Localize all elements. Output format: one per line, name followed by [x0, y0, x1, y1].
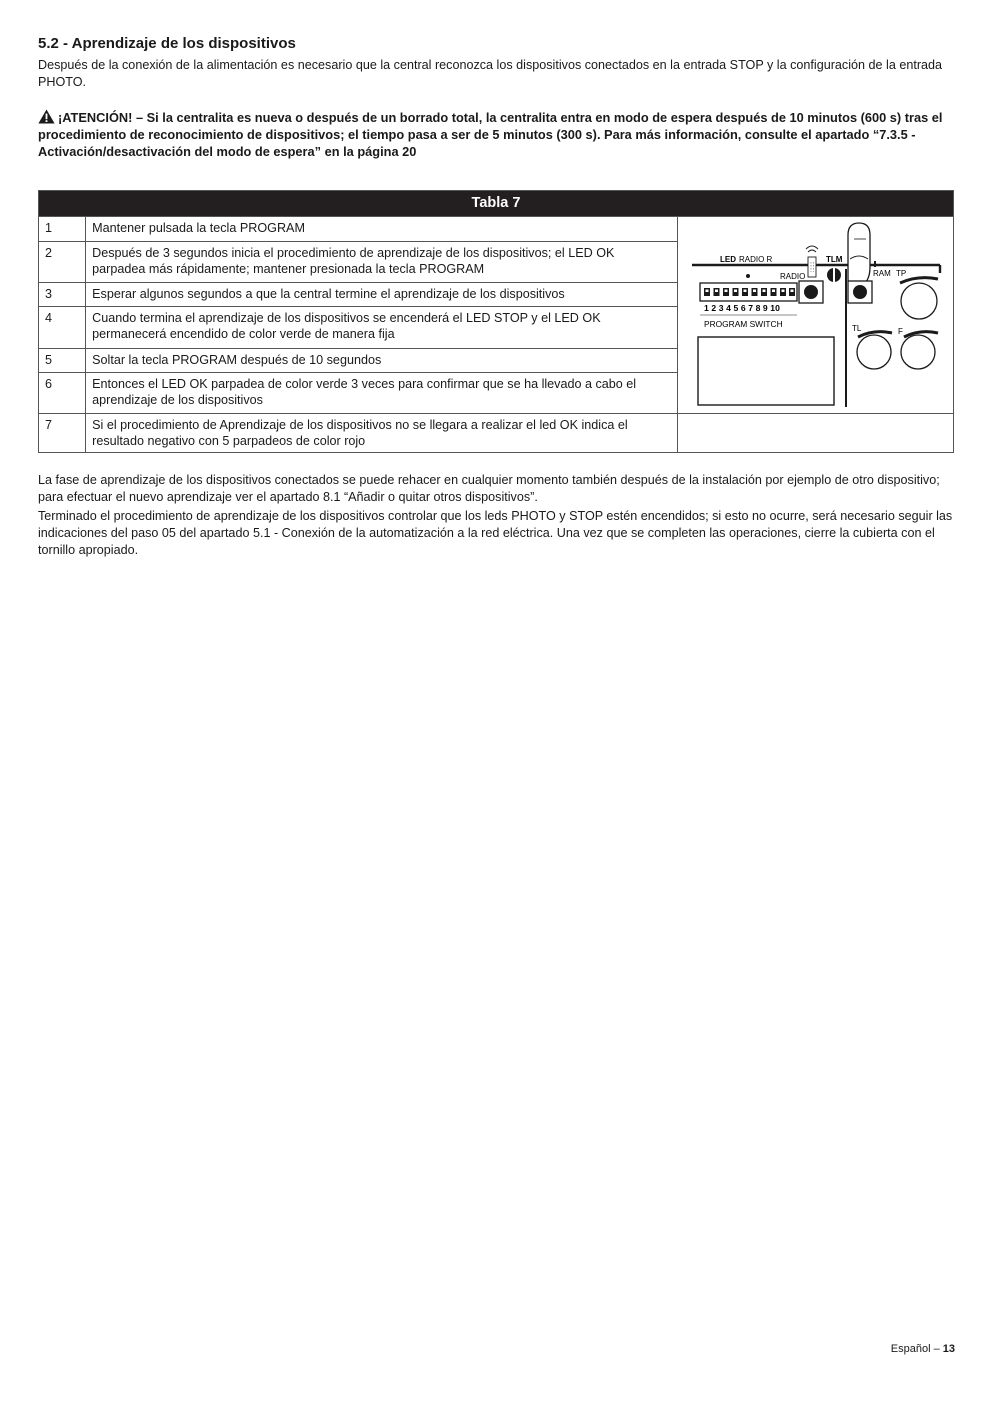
row-text: Esperar algunos segundos a que la central termine el aprendizaje de los dispositivos: [86, 283, 678, 307]
page-content: [38, 34, 956, 559]
table-7: [38, 190, 954, 453]
footer-language: Español –: [890, 1343, 943, 1355]
row-number: 6: [39, 372, 86, 413]
empty-cell: [678, 414, 954, 453]
tl-trimmer: [857, 335, 891, 369]
section-title: 5.2 - Aprendizaje de los dispositivos: [38, 35, 296, 52]
f-label: F: [898, 327, 903, 336]
display-window: [698, 337, 834, 405]
program-switch-label: PROGRAM SWITCH: [704, 319, 783, 329]
row-text: Después de 3 segundos inicia el procedimiento de aprendizaje de los dispositivos; el LED OK parpadea más rápidamente; mantener presionada la tecla PROGRAM: [86, 242, 678, 283]
radio-wifi-icon: [806, 246, 818, 252]
ram-label: RAM: [873, 269, 891, 278]
closing-paragraphs: [38, 472, 956, 559]
radio-connector: [808, 257, 816, 277]
warning-text: ¡ATENCIÓN! – Si la centralita es nueva o después de un borrado total, la centralita entra en modo de espera después de 10 minutos (600 s) tras el procedimiento de reconocimiento de dispositivos; el tiempo pasa a ser de 5 minutos (300 s). Para más información, consulte el apartado “7.3.5 - Activación/desactivación del modo de espera” en la página 20: [38, 110, 943, 159]
row-text: Soltar la tecla PROGRAM después de 10 segundos: [86, 348, 678, 372]
row-number: 2: [39, 242, 86, 283]
tp-indicator: [900, 278, 938, 283]
radio-r-label: RADIO R: [739, 255, 773, 264]
table-row: [39, 414, 954, 453]
control-board-figure: [678, 217, 954, 414]
table-row: [39, 217, 954, 242]
control-board-diagram: [678, 217, 952, 413]
dip-switch-numbers: 1 2 3 4 5 6 7 8 9 10: [704, 303, 781, 313]
row-text: Cuando termina el aprendizaje de los dispositivos se encenderá el LED STOP y el LED OK permanecerá encendido de color verde de manera fija: [86, 307, 678, 348]
paragraph: La fase de aprendizaje de los dispositivos conectados se puede rehacer en cualquier momento también después de la instalación por ejemplo de otro dispositivo; para efectuar el nuevo aprendizaje ver el apartado 8.1 “Añadir o quitar otros dispositivos”.: [38, 473, 940, 504]
led-indicator: [746, 274, 750, 278]
tlm-label: TLM: [826, 255, 843, 264]
page-number: 13: [942, 1343, 955, 1355]
tlm-connector-icon: [827, 267, 841, 283]
row-number: 3: [39, 283, 86, 307]
warning-triangle-icon: [38, 109, 55, 124]
warning-note: [38, 109, 956, 160]
row-number: 1: [39, 217, 86, 242]
finger-icon: [848, 223, 870, 287]
row-number: 4: [39, 307, 86, 348]
row-text: Si el procedimiento de Aprendizaje de los dispositivos no se llegara a realizar el led OK indica el resultado negativo con 5 parpadeos de color rojo: [86, 414, 678, 453]
row-number: 7: [39, 414, 86, 453]
led-label: LED: [720, 255, 737, 264]
tl-label: TL: [852, 324, 862, 333]
table-title: Tabla 7: [39, 191, 954, 217]
tp-trimmer: [901, 283, 937, 319]
row-text: Mantener pulsada la tecla PROGRAM: [86, 217, 678, 242]
row-text: Entonces el LED OK parpadea de color verde 3 veces para confirmar que se ha llevado a cabo el aprendizaje de los dispositivos: [86, 372, 678, 413]
f-trimmer: [901, 335, 935, 369]
page-footer: [891, 1343, 955, 1355]
tp-label: TP: [896, 269, 907, 278]
paragraph: Terminado el procedimiento de aprendizaje de los dispositivos controlar que los leds PHOTO y STOP estén encendidos; si esto no ocurre, será necesario seguir las indicaciones del paso 05 del apartado 5.1 - Conexión de la automatización a la red eléctrica. Una vez que se completen las operaciones, cierre la cubierta con el tornillo apropiado.: [38, 509, 953, 557]
radio-label: RADIO: [780, 272, 806, 281]
section-intro: Después de la conexión de la alimentación es necesario que la central reconozca los dispositivos conectados en la entrada STOP y la configuración de la entrada PHOTO.: [38, 58, 943, 89]
row-number: 5: [39, 348, 86, 372]
